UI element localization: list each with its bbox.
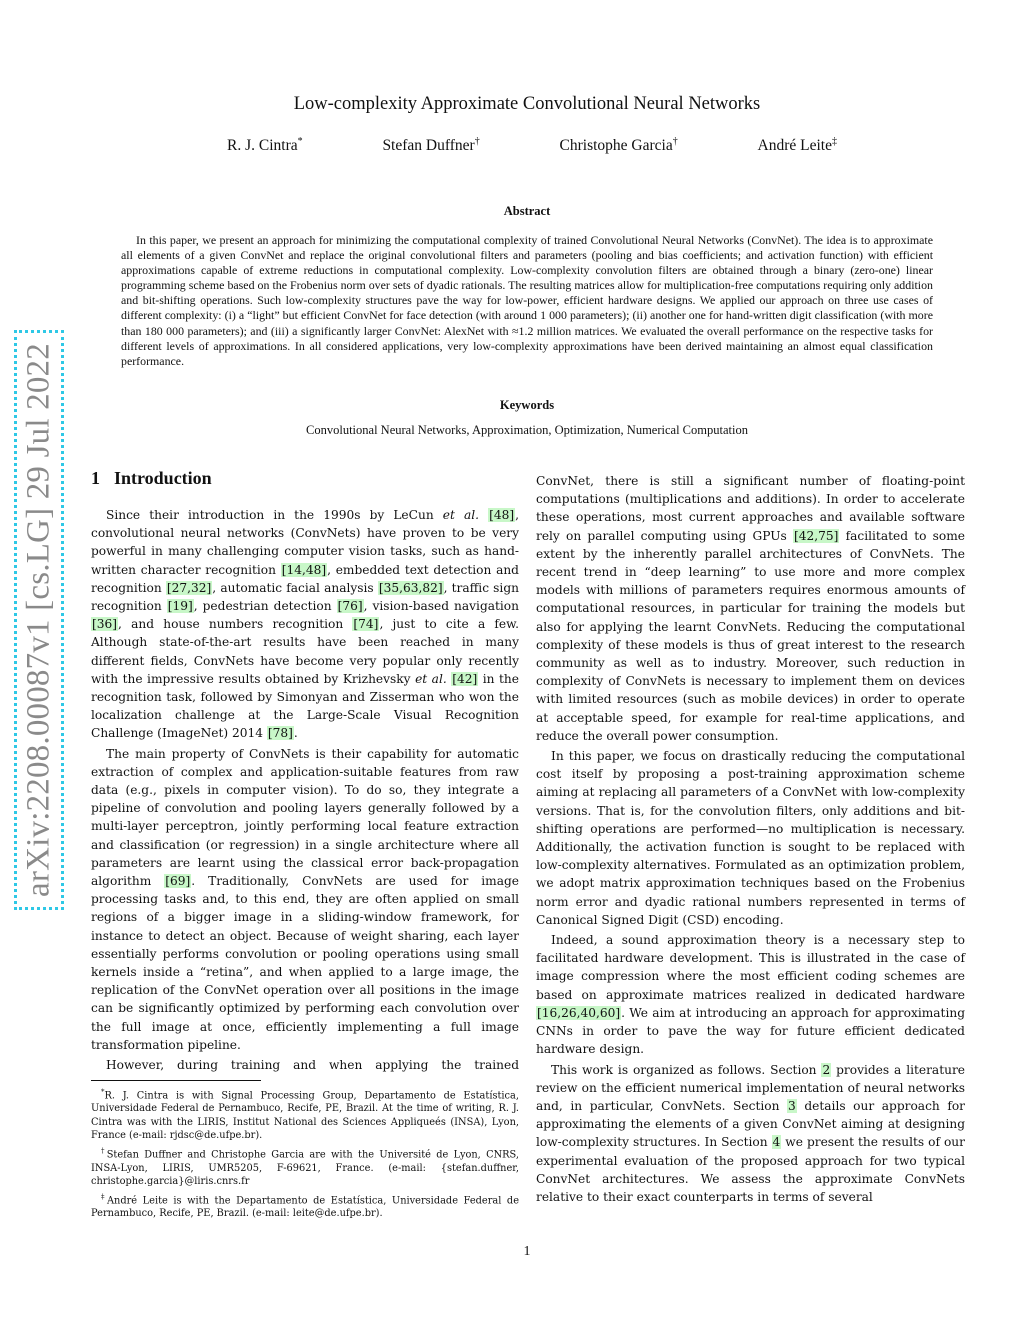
citation-link[interactable]: [76] (337, 599, 363, 614)
footnote: ‡André Leite is with the Departamento de Estatística, Universidade Federal de Pernambuco, Recife, PE, Brazil. (e-mail: leite@de.ufpe.br). (91, 1192, 519, 1220)
italic-text: et al. (415, 671, 447, 686)
citation-link[interactable]: [48] (489, 508, 515, 522)
keywords-text: Convolutional Neural Networks, Approximation, Optimization, Numerical Computation (306, 423, 748, 437)
author: Christophe Garcia† (559, 136, 678, 155)
section-title: Introduction (114, 468, 212, 488)
text-run: , automatic facial analysis (212, 580, 378, 595)
citation-link[interactable]: [69] (165, 874, 191, 889)
footnote: †Stefan Duffner and Christophe Garcia are with the Université de Lyon, CNRS, INSA-Lyon, LIRIS, UMR5205, F-69621, France. (e-mail: {stefan.duffner, christophe.garcia}@liris.cnrs.fr (91, 1147, 520, 1187)
text-run (479, 508, 488, 522)
right-column (536, 472, 965, 1206)
citation-link[interactable]: [36] (92, 617, 118, 632)
citation-link[interactable]: [14,48] (281, 562, 327, 577)
citation-link[interactable]: [27,32] (166, 580, 212, 595)
paragraph (536, 1061, 965, 1207)
text-run: The main property of ConvNets is their capability for automatic extraction of complex and application-suitable features from raw data (e.g., pixels in computer vision). To do so, they integrate a pipeline of convolution and pooling layers generally followed by a multi-layer perceptron, jointly performing local feature extraction and classification (or regression) in a single architecture where all parameters are learnt using the classical error back-propagation algorithm (91, 746, 519, 889)
paragraph: In this paper, we focus on drastically reducing the computational cost itself by proposing a post-training approximation scheme aiming at replacing all parameters of a ConvNet with low-complexity versions. That is, for the convolution filters, only additions and bit-shifting operations are performed—no multiplication is necessary. Additionally, the activation function is sought to be replaced with low-complexity alternatives. Formulated as an optimization problem, we adopt matrix approximation techniques based on the Frobenius norm error and dyadic rational numbers represented in terms of Canonical Signed Digit (CSD) encoding. (536, 749, 965, 927)
text-run: , embedded text detection and recognition (91, 562, 519, 595)
text-run: , just to cite a few. Although state-of-the-art results have been reached in many different fields, ConvNets have become very popular only recently with the impressive results obtained by Krizhevsky (91, 617, 519, 686)
paragraph (91, 745, 519, 1054)
left-column (91, 506, 519, 1074)
footnotes (91, 1086, 519, 1224)
citation-link[interactable]: [78] (267, 726, 293, 741)
author: André Leite‡ (757, 136, 837, 155)
arxiv-identifier[interactable]: arXiv:2208.00087v1 [cs.LG] 29 Jul 2022 (20, 343, 57, 897)
citation-link[interactable]: [42] (452, 671, 478, 686)
section-heading (91, 468, 212, 489)
text-run: in the recognition task, followed by Simonyan and Zisserman who won the localization challenge at the Large-Scale Visual Recognition Challenge (ImageNet) 2014 (91, 671, 519, 741)
citation-link[interactable]: [16,26,40,60] (537, 1005, 621, 1020)
text-run: , and house numbers recognition (118, 617, 353, 632)
citation-link[interactable]: 4 (772, 1135, 781, 1150)
paper-title: Low-complexity Approximate Convolutional Neural Networks (293, 94, 761, 114)
paragraph (91, 506, 519, 743)
citation-link[interactable]: [19] (167, 599, 193, 614)
author: R. J. Cintra* (227, 136, 303, 155)
text-run: provides a literature review on the efficient numerical implementation of neural networks and, in particular, ConvNets. Section (536, 1062, 965, 1113)
arxiv-stamp (14, 330, 64, 910)
keywords-heading: Keywords (499, 398, 555, 412)
section-number: 1 (91, 468, 100, 488)
text-run: details our approach for approximating the elements of a given ConvNet aiming at designing low-complexity structures. In Section (536, 1098, 965, 1150)
text-run: . (293, 726, 298, 741)
abstract-text: In this paper, we present an approach for minimizing the computational complexity of trained Convolutional Neural Networks (ConvNet). The idea is to approximate all elements of a given ConvNet and replace the original convolutional filters and parameters (pooling and bias coefficients; and activation function) with efficient approximations capable of extreme reductions in computational complexity. Low-complexity convolution filters are obtained through a binary (zero-one) linear programming scheme based on the Frobenius norm over sets of dyadic rationals. The resulting matrices allow for multiplication-free computations requiring only addition and bit-shifting operations. Such low-complexity structures pave the way for low-power, efficient hardware designs. We applied our approach on three use cases of different complexity: (i) a “light” but efficient ConvNet for face detection (with around 1 000 parameters); (ii) another one for hand-written digit classification (with more than 180 000 parameters); and (iii) a significantly larger ConvNet: AlexNet with ≈1.2 million matrices. We evaluated the overall performance on the respective tasks for different levels of approximations. In all considered applications, very low-complexity approximations have been derived maintaining an almost equal classification performance. (121, 233, 933, 368)
text-run: This work is organized as follows. Section (551, 1062, 822, 1077)
italic-text: et al. (442, 508, 479, 522)
citation-link[interactable]: [42,75] (794, 528, 839, 543)
citation-link[interactable]: [35,63,82] (378, 580, 443, 595)
text-run: , convolutional neural networks (ConvNets) have proven to be very powerful in many challenging computer vision tasks, such as hand-written character recognition (91, 508, 519, 577)
paragraph: However, during training and when applying the trained (106, 1058, 519, 1073)
citation-link[interactable]: [74] (353, 617, 379, 632)
text-run: Since their introduction in the 1990s by LeCun (106, 508, 443, 522)
citation-link[interactable]: 3 (788, 1098, 796, 1113)
text-run: . We aim at introducing an approach for approximating CNNs in order to pave the way for future efficient dedicated hardware design. (536, 1005, 965, 1057)
text-run: , vision-based navigation (363, 599, 519, 614)
footnote: *R. J. Cintra is with Signal Processing Group, Departamento de Estatística, Universidade Federal de Pernambuco, Recife, PE, Brazil. At the time of writing, R. J. Cintra was with the LIRIS, Institut National des Sciences Appliqueés (INSA), Lyon, France (e-mail: rjdsc@de.ufpe.br). (91, 1088, 519, 1141)
text-run: facilitated to some extent by the inherently parallel architectures of ConvNets. The recent trend in “deep learning” to use more and more complex models with millions of parameters requires enormous amounts of computational resources, in particular for training the models but also for applying the learnt ConvNets. Reducing the computational complexity of these models is thus of great interest to the research community as well as to industry. Moreover, such reduction in complexity of ConvNets is necessary to implement them on devices with limited resources (such as mobile devices) in order to operate at acceptable speed, for example for real-time applications, and reduce the overall power consumption. (536, 528, 965, 743)
author-list (227, 136, 837, 160)
paragraph (536, 931, 965, 1058)
abstract-heading: Abstract (503, 204, 551, 218)
text-run: , pedestrian detection (193, 599, 337, 614)
text-run: Indeed, a sound approximation theory is a necessary step to facilitated hardware development. This is illustrated in the case of image compression where the most efficient coding schemes are based on approximate matrices realized in dedicated hardware (536, 933, 965, 1002)
citation-link[interactable]: 2 (822, 1062, 831, 1077)
author: Stefan Duffner† (382, 136, 480, 155)
footnote-rule (91, 1080, 261, 1081)
page-number: 1 (523, 1244, 531, 1259)
paragraph (536, 472, 965, 745)
text-run: we present the results of our experimental evaluation of the proposed approach for two typical ConvNet architectures. We assess the approximate ConvNets relative to their exact counterparts in terms of several (536, 1135, 965, 1204)
text-run: . Traditionally, ConvNets are used for image processing tasks and, to this end, they are often applied on small regions of a bigger image in a sliding-window framework, for instance to detect an object. Because of weight sharing, each layer essentially performs convolution or pooling operations using small kernels inside a “retina”, and when applied to a large image, the replication of the ConvNet operation over all positions in the image can be significantly optimized by performing each convolution over the full image at once, efficiently implementing a full image transformation pipeline. (91, 874, 519, 1052)
text-run: ConvNet, there is still a significant number of floating-point computations (multiplications and additions). In order to accelerate these operations, most current approaches and available software rely on parallel computing using GPUs (536, 474, 965, 543)
text-run: , traffic sign recognition (91, 580, 519, 614)
